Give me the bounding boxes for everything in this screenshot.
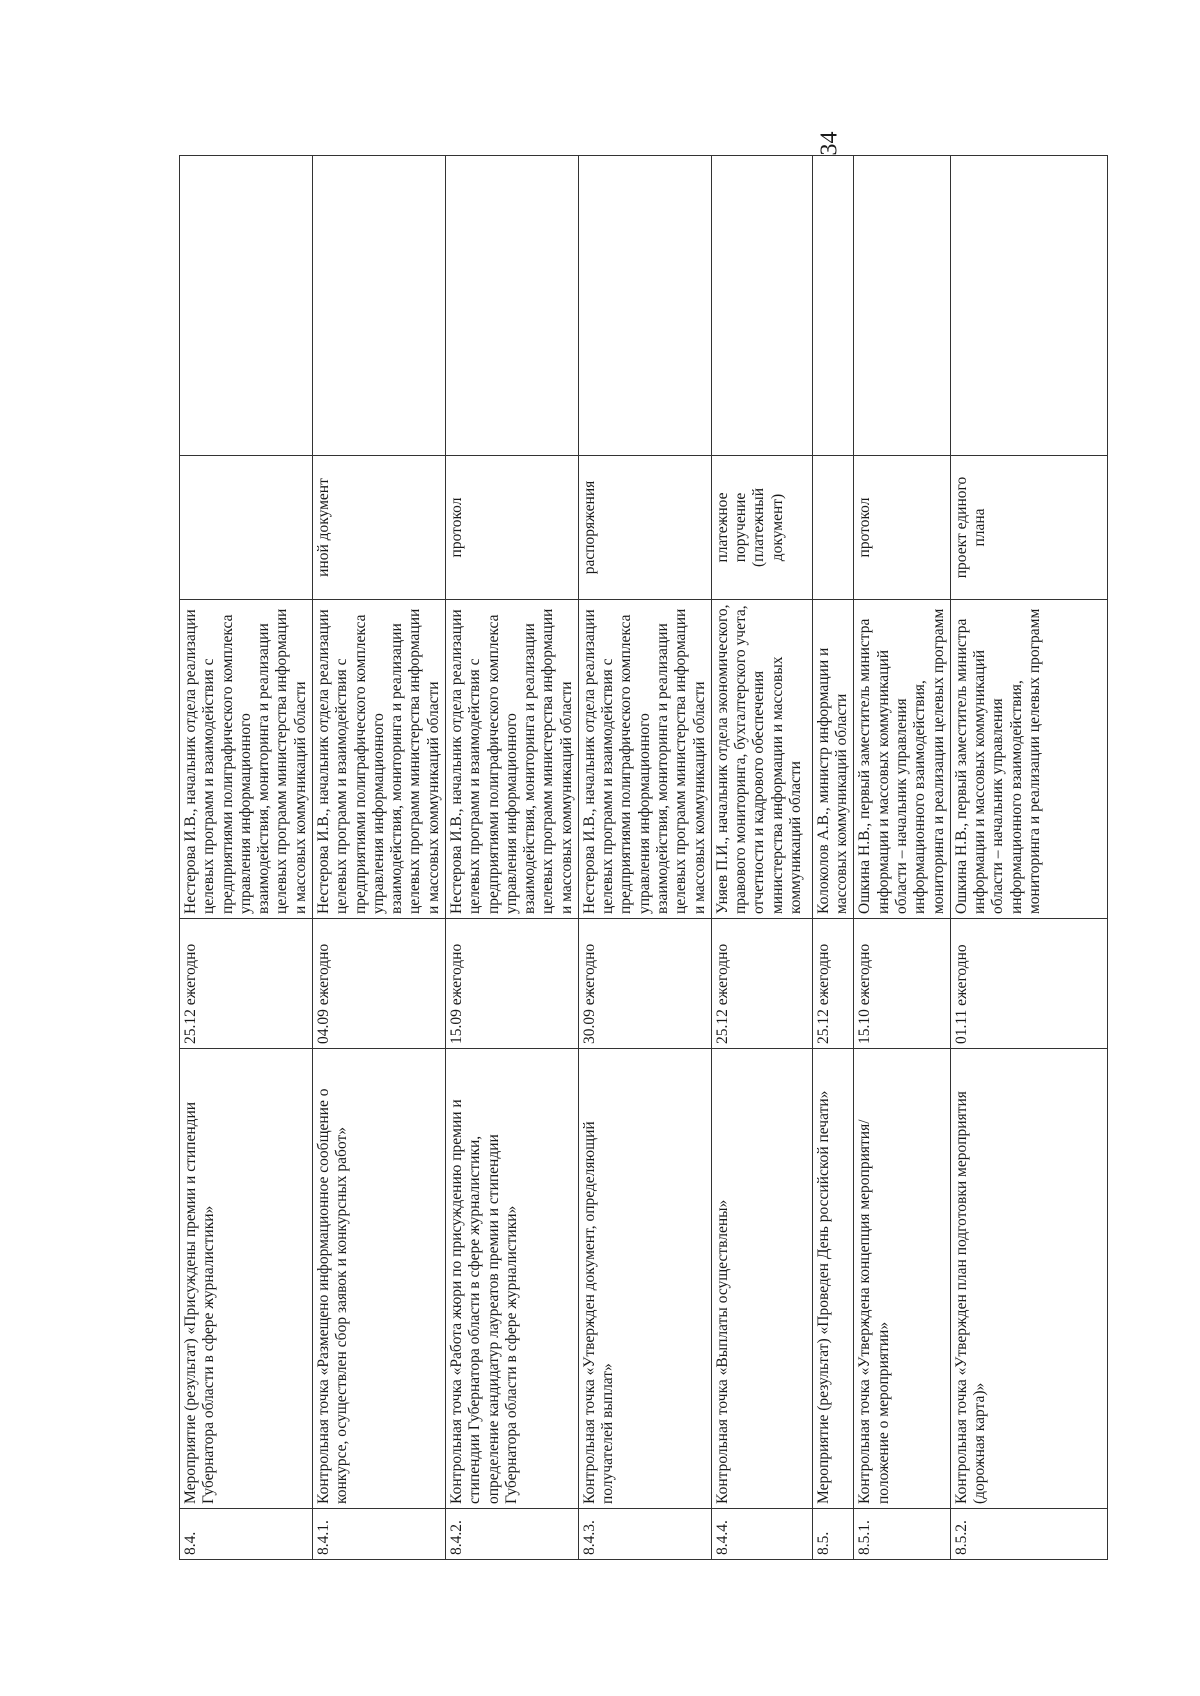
row-date: 01.11 ежегодно [950, 919, 1107, 1049]
row-name: Мероприятие (результат) «Проведен День российской печати» [812, 1049, 854, 1509]
row-document: распоряжения [578, 456, 711, 600]
row-date: 25.12 ежегодно [711, 919, 812, 1049]
row-extra [445, 156, 578, 456]
row-document [812, 456, 854, 600]
row-name: Контрольная точка «Утвержден документ, определяющий получателей выплат» [578, 1049, 711, 1509]
row-date: 25.12 ежегодно [180, 919, 313, 1049]
row-responsible: Нестерова И.В., начальник отдела реализации целевых программ и взаимодействия с предприятиями полиграфического комплекса управления информационного взаимодействия, мониторинга и реализации целевых программ министерства информации и массовых коммуникаций области [445, 600, 578, 919]
plan-table [179, 155, 1108, 1560]
row-number: 8.4.2. [445, 1509, 578, 1560]
row-number: 8.5.1. [854, 1509, 950, 1560]
row-responsible: Нестерова И.В., начальник отдела реализации целевых программ и взаимодействия с предприятиями полиграфического комплекса управления информационного взаимодействия, мониторинга и реализации целевых программ министерства информации и массовых коммуникаций области [180, 600, 313, 919]
row-date: 15.09 ежегодно [445, 919, 578, 1049]
table-row [812, 156, 854, 1560]
table-row [950, 156, 1107, 1560]
row-extra [950, 156, 1107, 456]
row-name: Контрольная точка «Работа жюри по присуждению премии и стипендии Губернатора области в сфере журналистики, определение кандидатур лауреатов премии и стипендии Губернатора области в сфере журналистики» [445, 1049, 578, 1509]
row-number: 8.5.2. [950, 1509, 1107, 1560]
row-responsible: Ошкина Н.В., первый заместитель министра информации и массовых коммуникаций области – начальник управления информационного взаимодействия, мониторинга и реализации целевых программ [854, 600, 950, 919]
row-name: Контрольная точка «Утвержден план подготовки мероприятия (дорожная карта)» [950, 1049, 1107, 1509]
row-responsible: Нестерова И.В., начальник отдела реализации целевых программ и взаимодействия с предприятиями полиграфического комплекса управления информационного взаимодействия, мониторинга и реализации целевых программ министерства информации и массовых коммуникаций области [578, 600, 711, 919]
row-extra [312, 156, 445, 456]
table-row [578, 156, 711, 1560]
table-row [711, 156, 812, 1560]
row-name: Контрольная точка «Утверждена концепция мероприятия/положение о мероприятии» [854, 1049, 950, 1509]
rotated-table-sheet [179, 156, 1081, 1560]
row-extra [854, 156, 950, 456]
row-number: 8.5. [812, 1509, 854, 1560]
table-row [180, 156, 313, 1560]
row-extra [578, 156, 711, 456]
page-number: 34 [816, 131, 843, 156]
row-extra [180, 156, 313, 456]
row-extra [711, 156, 812, 456]
row-document: иной документ [312, 456, 445, 600]
row-responsible: Нестерова И.В., начальник отдела реализации целевых программ и взаимодействия с предприятиями полиграфического комплекса управления информационного взаимодействия, мониторинга и реализации целевых программ министерства информации и массовых коммуникаций области [312, 600, 445, 919]
row-name: Контрольная точка «Размещено информационное сообщение о конкурсе, осуществлен сбор заявок и конкурсных работ» [312, 1049, 445, 1509]
row-responsible: Уняев П.И., начальник отдела экономического, правового мониторинга, бухгалтерского учета, отчетности и кадрового обеспечения министерства информации и массовых коммуникаций области [711, 600, 812, 919]
row-document: платежное поручение (платежный документ) [711, 456, 812, 600]
row-document: протокол [445, 456, 578, 600]
row-date: 04.09 ежегодно [312, 919, 445, 1049]
row-number: 8.4.4. [711, 1509, 812, 1560]
row-number: 8.4. [180, 1509, 313, 1560]
row-extra [812, 156, 854, 456]
row-document: проект единого плана [950, 456, 1107, 600]
row-document [180, 456, 313, 600]
row-responsible: Ошкина Н.В., первый заместитель министра информации и массовых коммуникаций области – начальник управления информационного взаимодействия, мониторинга и реализации целевых программ [950, 600, 1107, 919]
row-date: 25.12 ежегодно [812, 919, 854, 1049]
row-date: 15.10 ежегодно [854, 919, 950, 1049]
table-row [445, 156, 578, 1560]
table-row [312, 156, 445, 1560]
row-number: 8.4.3. [578, 1509, 711, 1560]
row-name: Мероприятие (результат) «Присуждены премии и стипендии Губернатора области в сфере журналистики» [180, 1049, 313, 1509]
row-document: протокол [854, 456, 950, 600]
row-name: Контрольная точка «Выплаты осуществлены» [711, 1049, 812, 1509]
row-date: 30.09 ежегодно [578, 919, 711, 1049]
table-row [854, 156, 950, 1560]
row-responsible: Колоколов А.В., министр информации и массовых коммуникаций области [812, 600, 854, 919]
row-number: 8.4.1. [312, 1509, 445, 1560]
